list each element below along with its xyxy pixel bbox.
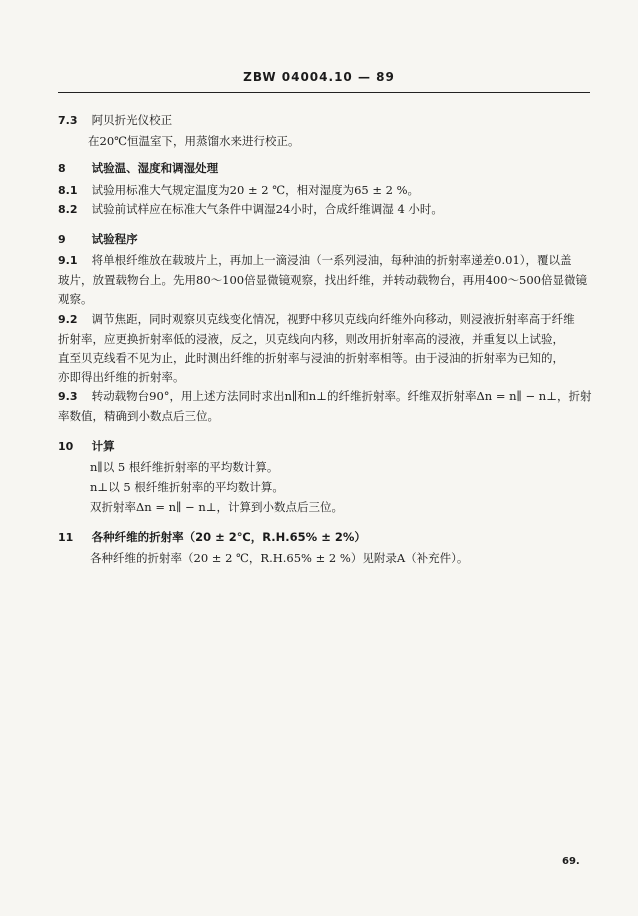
section-number: 7.3: [58, 114, 78, 127]
section-title: 计算: [91, 439, 115, 453]
section-number: 8.1: [58, 184, 78, 197]
section-number: 9: [58, 233, 66, 246]
calc-line-1: n∥以 5 根纤维折射率的平均数计算。: [90, 460, 279, 474]
section-8-heading: [58, 158, 598, 179]
section-text: 调节焦距，同时观察贝克线变化情况，视野中移贝克线向纤维外向移动，则浸液折射率高于纤维: [91, 312, 575, 326]
section-11-heading: [58, 527, 598, 548]
section-number: 9.3: [58, 390, 78, 403]
section-11-text: 各种纤维的折射率（20 ± 2 ℃，R.H.65% ± 2 %）见附录A（补充件）。: [90, 551, 469, 565]
section-9-2-line-4: 亦即得出纤维的折射率。: [58, 370, 185, 384]
section-9-3-line-2: 率数值，精确到小数点后三位。: [58, 409, 219, 423]
section-7-3-text: 在20℃恒温室下，用蒸馏水来进行校正。: [88, 134, 300, 148]
section-9-2-line-3: 直至贝克线看不见为止，此时测出纤维的折射率与浸油的折射率相等。由于浸油的折射率为已知的，: [58, 351, 564, 365]
section-title: 试验程序: [91, 232, 138, 246]
section-number: 8: [58, 162, 66, 175]
section-text: 试验前试样应在标准大气条件中调湿24小时，合成纤维调湿 4 小时。: [91, 202, 443, 216]
section-10-heading: [58, 436, 598, 457]
calc-line-2: n⊥以 5 根纤维折射率的平均数计算。: [90, 480, 284, 494]
section-9-2-line-1: [58, 309, 598, 330]
section-9-1-line-3: 观察。: [58, 292, 93, 306]
section-9-1-line-1: [58, 250, 598, 271]
section-9-3-line-1: [58, 386, 598, 407]
section-9-2-line-2: 折射率，应更换折射率低的浸液，反之，贝克线向内移，则改用折射率高的浸液，并重复以上试验，: [58, 332, 564, 346]
section-title: 试验温、湿度和调湿处理: [91, 161, 219, 175]
section-title: 各种纤维的折射率（20 ± 2℃，R.H.65% ± 2%）: [91, 530, 366, 544]
standard-code: ZBW 04004.10 — 89: [243, 70, 395, 84]
calc-line-3: 双折射率Δn = n∥ − n⊥，计算到小数点后三位。: [90, 500, 344, 514]
section-number: 9.1: [58, 254, 78, 267]
section-text: 试验用标准大气规定温度为20 ± 2 ℃，相对湿度为65 ± 2 %。: [91, 183, 420, 197]
section-number: 8.2: [58, 203, 78, 216]
header-divider: [58, 92, 590, 93]
section-9-1-line-2: 玻片，放置载物台上。先用80～100倍显微镜观察，找出纤维，并转动载物台，再用400～500倍显微镜: [58, 273, 587, 287]
section-number: 11: [58, 531, 74, 544]
section-text: 转动载物台90°，用上述方法同时求出n∥和n⊥的纤维折射率。纤维双折射率Δn = n∥ − n⊥，折射: [91, 389, 592, 403]
section-9-heading: [58, 229, 598, 250]
section-8-1: [58, 180, 598, 201]
section-8-2: [58, 199, 598, 220]
section-number: 9.2: [58, 313, 78, 326]
section-title: 阿贝折光仪校正: [91, 113, 173, 127]
section-number: 10: [58, 440, 74, 453]
section-7-3-heading: [58, 110, 598, 131]
section-text: 将单根纤维放在载玻片上，再加上一滴浸油（一系列浸油，每种油的折射率递差0.01），覆以盖: [91, 253, 572, 267]
page-number: 69.: [562, 856, 580, 867]
